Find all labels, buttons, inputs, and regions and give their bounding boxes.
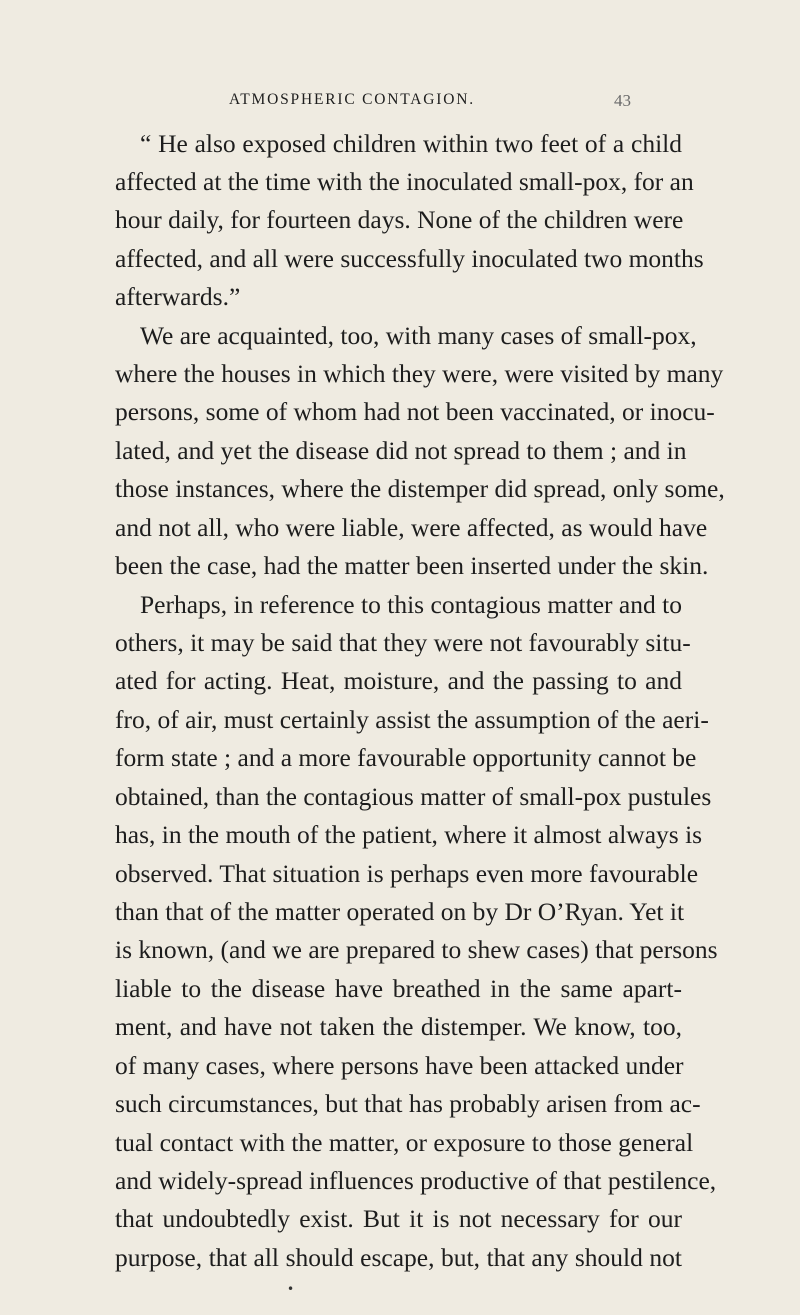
- text-line: where the houses in which they were, were visited by many: [115, 359, 724, 388]
- text-line: tual contact with the matter, or exposure to those general: [115, 1128, 694, 1157]
- text-line: been the case, had the matter been inserted under the skin.: [115, 551, 709, 580]
- text-line: hour daily, for fourteen days. None of the children were: [115, 205, 684, 234]
- text-line: purpose, that all should escape, but, that any should not: [115, 1243, 682, 1272]
- text-line: Perhaps, in reference to this contagious matter and to: [140, 590, 682, 619]
- text-line: lated, and yet the disease did not spread to them ; and in: [115, 436, 687, 465]
- signature-mark: •: [287, 1282, 295, 1296]
- text-line: such circumstances, but that has probably arisen from ac-: [115, 1089, 701, 1118]
- text-line: persons, some of whom had not been vaccinated, or inocu-: [115, 397, 715, 426]
- text-line: observed. That situation is perhaps even more favourable: [115, 859, 699, 888]
- text-line: those instances, where the distemper did spread, only some,: [115, 474, 725, 503]
- running-head: [0, 91, 800, 113]
- text-line: is known, (and we are prepared to shew cases) that persons: [115, 935, 718, 964]
- page-number: 43: [614, 91, 631, 110]
- text-line: liable to the disease have breathed in the same apart-: [115, 974, 682, 1003]
- text-line: affected, and all were successfully inoculated two months: [115, 244, 704, 273]
- running-title: ATMOSPHERIC CONTAGION.: [229, 91, 475, 108]
- text-line: others, it may be said that they were not favourably situ-: [115, 628, 691, 657]
- text-line: “ He also exposed children within two feet of a child: [140, 129, 682, 158]
- text-line: ated for acting. Heat, moisture, and the passing to and: [115, 666, 682, 695]
- text-line: and widely-spread influences productive of that pestilence,: [115, 1166, 717, 1195]
- text-line: ment, and have not taken the distemper. We know, too,: [115, 1012, 682, 1041]
- text-line: that undoubtedly exist. But it is not necessary for our: [115, 1204, 682, 1233]
- text-line: than that of the matter operated on by Dr O’Ryan. Yet it: [115, 897, 685, 926]
- text-line: has, in the mouth of the patient, where it almost always is: [115, 820, 703, 849]
- text-line: afterwards.”: [115, 282, 241, 311]
- text-line: We are acquainted, too, with many cases of small-pox,: [140, 321, 697, 350]
- text-line: form state ; and a more favourable opportunity cannot be: [115, 743, 697, 772]
- text-line: and not all, who were liable, were affected, as would have: [115, 513, 708, 542]
- text-line: affected at the time with the inoculated small-pox, for an: [115, 167, 694, 196]
- text-line: obtained, than the contagious matter of small-pox pustules: [115, 782, 712, 811]
- text-line: of many cases, where persons have been attacked under: [115, 1051, 684, 1080]
- text-line: fro, of air, must certainly assist the assumption of the aeri-: [115, 705, 709, 734]
